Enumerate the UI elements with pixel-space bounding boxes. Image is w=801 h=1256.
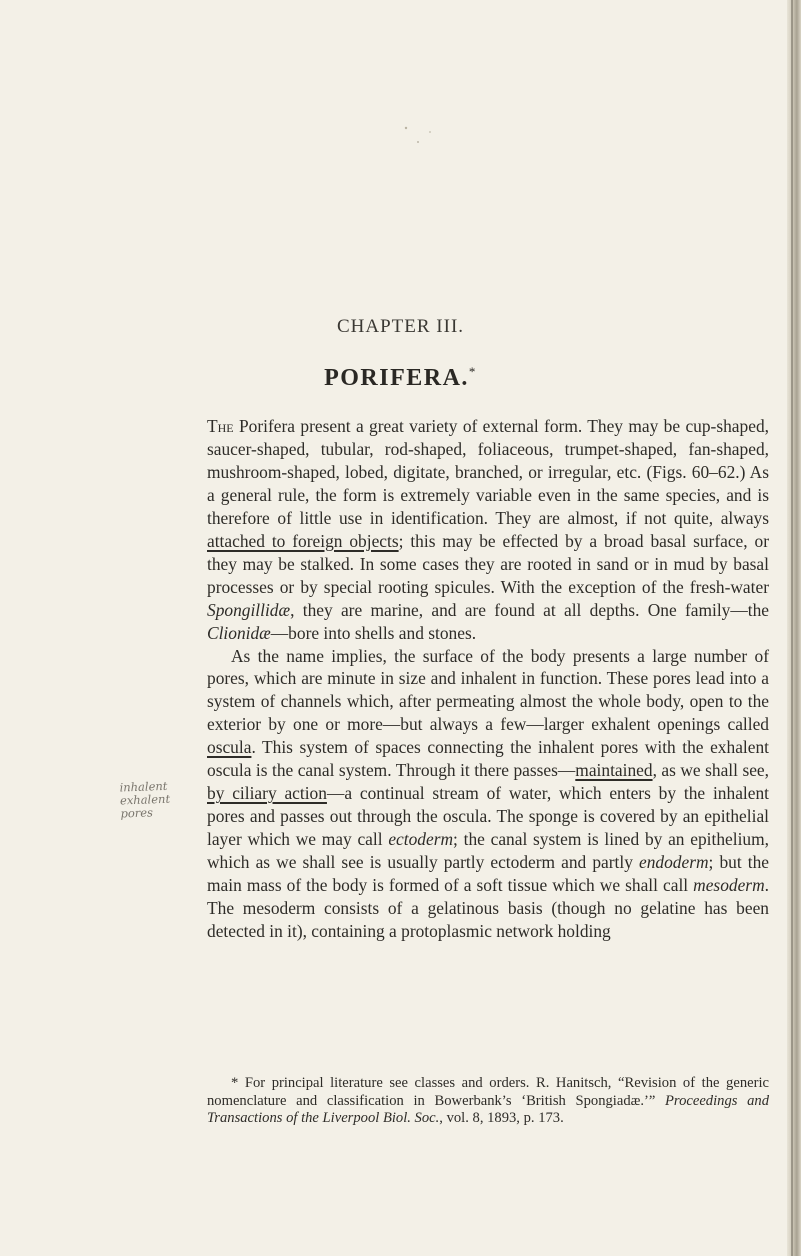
underlined-ciliary-action: by ciliary action bbox=[207, 783, 327, 804]
paragraph-2-text-d: —a continual stream of water, which enters by the inhalent pores and passes out through the oscula. The sponge is covered by an epithelial layer which we may call bbox=[207, 783, 769, 850]
paragraph-2-text-f: ; but the main mass of the body is formed of a soft tissue which we shall call bbox=[207, 852, 769, 896]
paragraph-2 bbox=[207, 645, 769, 943]
paragraph-2-text-b: . This system of spaces connecting the inhalent pores with the exhalent oscula is the canal system. Through it there passes— bbox=[207, 737, 769, 781]
paragraph-1 bbox=[207, 415, 769, 645]
term-endoderm: endoderm bbox=[638, 852, 709, 873]
paragraph-1-text-c: , they are marine, and are found at all depths. One family—the bbox=[290, 599, 769, 620]
term-mesoderm: mesoderm bbox=[693, 875, 765, 896]
title-footnote-mark: * bbox=[468, 364, 477, 379]
footnote-journal-title: Proceedings and Transactions of the Liverpool Biol. Soc. bbox=[207, 1092, 769, 1127]
term-ectoderm: ectoderm bbox=[388, 829, 454, 850]
term-clionidae: Clionidæ bbox=[207, 622, 271, 643]
paragraph-2-text-g: . The mesoderm consists of a gelatinous basis (though no gelatine has been detected in it), containing a protoplasmic network holding bbox=[207, 875, 769, 941]
handwritten-margin-note bbox=[119, 779, 206, 821]
chapter-heading: CHAPTER III. bbox=[336, 316, 465, 337]
footnote-mark: * bbox=[231, 1075, 239, 1091]
page-edge-line bbox=[791, 0, 793, 1256]
paragraph-1-text-d: —bore into shells and stones. bbox=[270, 622, 477, 643]
title-text: PORIFERA. bbox=[324, 365, 469, 391]
paragraph-2-text-a: As the name implies, the surface of the body presents a large number of pores, which are minute in size and inhalent in function. These pores lead into a system of channels which, after permeating almost the whole body, open to the exterior by one or more—but always a few—larger exhalent openings called bbox=[207, 645, 769, 735]
paragraph-1-lead-word: The bbox=[207, 416, 234, 436]
paragraph-1-text-a: Porifera present a great variety of external form. They may be cup-shaped, saucer-shaped, tubular, rod-shaped, foliaceous, trumpet-shaped, fan-shaped, mushroom-shaped, lobed, digitate, branched, or irregular, etc. (Figs. 60–62.) As a general rule, the form is extremely variable even in the same species, and is therefore of little use in identification. They are almost, if not quite, always bbox=[207, 416, 769, 528]
paragraph-1-text-b: ; this may be effected by a broad basal surface, or they may be stalked. In some cases they are rooted in sand or in mud by basal processes or by special rooting spicules. With the exception of the fresh-water bbox=[207, 530, 770, 597]
term-spongillidae: Spongillidæ bbox=[207, 599, 291, 620]
margin-note-line-2: exhalent pores bbox=[119, 791, 171, 821]
paragraph-2-text-c: , as we shall see, bbox=[652, 760, 769, 781]
page-edge-shadow bbox=[787, 0, 801, 1256]
paper-speck-marks bbox=[400, 120, 440, 150]
footnote bbox=[207, 1075, 769, 1128]
margin-note-line-1: inhalent bbox=[119, 778, 168, 795]
underlined-oscula: oscula bbox=[207, 737, 252, 758]
footnote-text-a: For principal literature see classes and orders. R. Hanitsch, “Revision of the generic nomenclature and classification in Bowerbank’s ‘British Spongiadæ.’” bbox=[207, 1075, 769, 1109]
paragraph-1-underlined-phrase: attached to foreign objects bbox=[207, 530, 399, 551]
page-title bbox=[0, 364, 801, 392]
main-text bbox=[207, 415, 769, 943]
footnote-text-b: , vol. 8, 1893, p. 173. bbox=[439, 1110, 564, 1127]
paragraph-2-text-e: ; the canal system is lined by an epithelium, which as we shall see is usually partly ectoderm and partly bbox=[207, 829, 769, 873]
underlined-maintained: maintained bbox=[575, 760, 653, 781]
